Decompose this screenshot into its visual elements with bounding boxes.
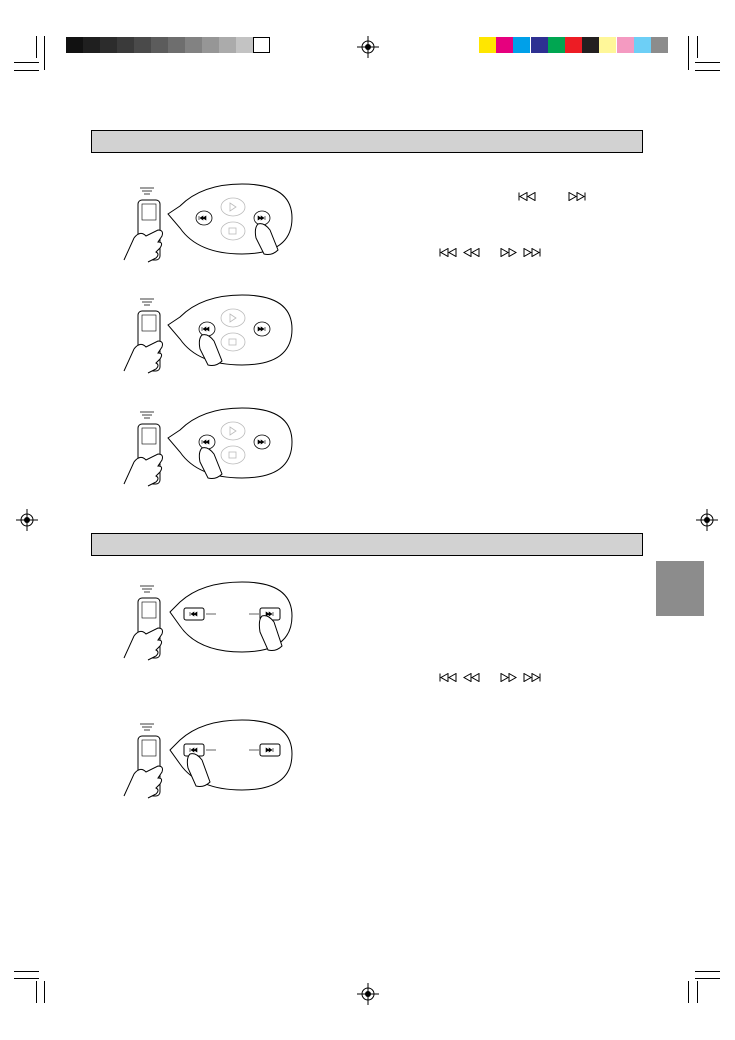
color-swatch xyxy=(548,37,565,53)
gray-swatch xyxy=(100,37,117,53)
remote-hand-press-skip-back-illustration xyxy=(112,291,294,381)
section-header-bar xyxy=(91,533,643,556)
registration-mark-icon xyxy=(696,509,718,531)
section-header-bar xyxy=(91,130,643,153)
gray-swatch xyxy=(83,37,100,53)
fast-forward-icon xyxy=(499,673,517,682)
crop-mark xyxy=(36,36,37,58)
remote-control-icon xyxy=(124,299,163,373)
remote-control-icon xyxy=(124,412,163,486)
crop-mark xyxy=(44,981,45,1003)
skip-back-icon xyxy=(439,248,459,257)
color-swatch xyxy=(634,37,651,53)
skip-back-icon xyxy=(518,192,538,201)
registration-mark-icon xyxy=(357,36,379,58)
crop-mark xyxy=(688,981,689,1003)
crop-mark xyxy=(695,70,720,71)
transport-icon-group xyxy=(439,248,541,257)
color-swatch xyxy=(582,37,599,53)
crop-mark xyxy=(14,62,39,63)
color-swatch xyxy=(617,37,634,53)
gray-swatch xyxy=(219,37,236,53)
color-swatch xyxy=(496,37,513,53)
chapter-side-tab xyxy=(656,561,704,616)
separator-icon xyxy=(485,248,495,257)
remote-control-icon xyxy=(124,188,163,262)
rewind-icon xyxy=(463,248,481,257)
crop-mark xyxy=(36,981,37,1003)
crop-mark xyxy=(14,971,39,972)
gray-swatch xyxy=(202,37,219,53)
skip-back-icon xyxy=(439,673,459,682)
gray-swatch xyxy=(168,37,185,53)
transport-icon-group xyxy=(518,192,586,201)
color-swatch xyxy=(531,37,548,53)
crop-mark xyxy=(697,36,698,58)
separator-icon xyxy=(485,673,495,682)
transport-icon-group xyxy=(439,673,541,682)
registration-mark-icon xyxy=(16,509,38,531)
color-swatch xyxy=(651,37,668,53)
crop-mark xyxy=(697,981,698,1003)
crop-mark xyxy=(695,62,720,63)
color-swatch xyxy=(565,37,582,53)
crop-mark xyxy=(688,36,689,70)
remote-control-icon xyxy=(124,586,163,660)
remote-hand-press-search-back-illustration xyxy=(112,716,294,806)
crop-mark xyxy=(14,978,39,979)
gray-swatch xyxy=(66,37,83,53)
fast-forward-icon xyxy=(499,248,517,257)
color-swatch xyxy=(513,37,530,53)
remote-hand-press-search-forward-illustration xyxy=(112,578,294,668)
remote-hand-press-skip-forward-illustration xyxy=(112,180,294,270)
skip-forward-icon xyxy=(566,192,586,201)
skip-forward-icon xyxy=(521,673,541,682)
gray-swatch xyxy=(236,37,253,53)
gray-swatch xyxy=(151,37,168,53)
crop-mark xyxy=(695,978,720,979)
gray-swatch xyxy=(134,37,151,53)
crop-mark xyxy=(14,70,39,71)
rewind-icon xyxy=(463,673,481,682)
registration-mark-icon xyxy=(357,983,379,1005)
color-swatch xyxy=(479,37,496,53)
crop-mark xyxy=(695,971,720,972)
gray-swatch xyxy=(185,37,202,53)
remote-hand-press-skip-back-again-illustration xyxy=(112,404,294,494)
crop-mark xyxy=(44,36,45,70)
gray-swatch xyxy=(253,37,270,53)
skip-forward-icon xyxy=(521,248,541,257)
remote-control-icon xyxy=(124,724,163,798)
color-swatch xyxy=(599,37,616,53)
gray-swatch xyxy=(117,37,134,53)
